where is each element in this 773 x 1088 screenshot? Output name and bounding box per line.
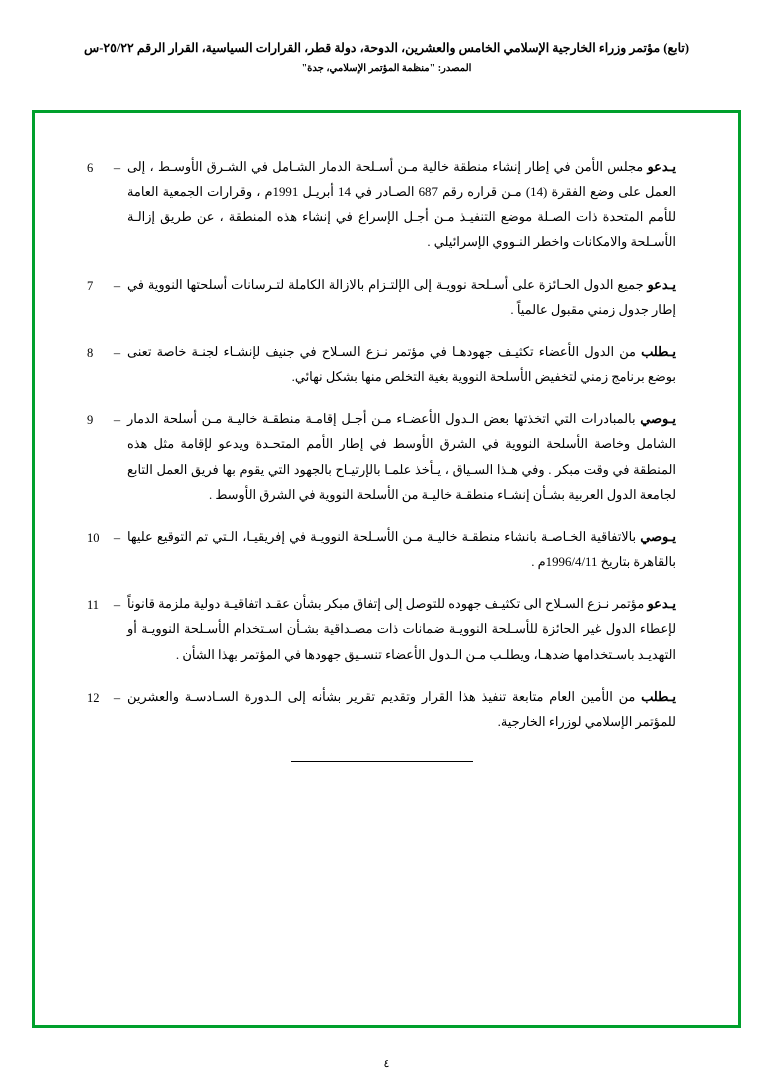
page-footer	[0, 1057, 773, 1070]
header-title: (تابع) مؤتمر وزراء الخارجية الإسلامي الخامس والعشرين، الدوحة، دولة قطر، القرارات السياسية، القرار الرقم ٢٥/٢٢-س	[83, 41, 690, 55]
clause-text	[127, 155, 676, 256]
list-item	[87, 525, 676, 575]
clause-dash: –	[113, 690, 121, 705]
clause-number: 11	[87, 598, 100, 613]
clause-dash: –	[113, 278, 121, 293]
page-header	[0, 0, 773, 75]
list-item	[87, 592, 676, 667]
list-item	[87, 407, 676, 508]
clause-body: بالمبادرات التي اتخذتها بعض الـدول الأعضـاء مـن أجـل إقامـة منطقـة خاليـة مـن أسلحة الدمار الشامل وخاصة الأسلحة النووية في الشرق الأوسط في إطار الأمم المتحـدة ويدعو لإقامة مثل هذه المنطقة في وقت مبكر . وفي هـذا السـياق ، يـأخذ علمـا بالإرتيـاح بالجهود التي يقوم بها فريق العمل التابع لجامعة الدول العربية بشـأن إنشـاء منطقـة خاليـة من الأسلحة النووية في الشرق الأوسط .	[127, 412, 676, 502]
section-divider	[87, 761, 676, 762]
clause-dash: –	[113, 345, 121, 360]
clause-body: بالاتفاقية الخـاصـة بانشاء منطقـة خاليـة مـن الأسـلحة النوويـة في إفريقيـا، الـتي تم التوقيع عليها بالقاهرة بتاريخ 1996/4/11م .	[127, 529, 676, 570]
clause-text	[127, 273, 676, 323]
clause-text	[127, 407, 676, 508]
clause-text	[127, 685, 676, 735]
clause-text	[127, 592, 676, 667]
clause-text	[127, 340, 676, 390]
clause-body: جميع الدول الحـائزة على أسـلحة نوويـة إلى الإلتـزام بالازالة الكاملة لتـرسانات أسلحتها النووية في إطار جدول زمني مقبول عالمياً .	[127, 277, 676, 317]
clause-text	[127, 525, 676, 575]
clause-number: 6	[87, 161, 94, 175]
list-item	[87, 273, 676, 323]
list-item	[87, 340, 676, 390]
clause-lead: يـوصي	[640, 412, 676, 427]
clause-number: 12	[87, 690, 100, 705]
header-source: المصدر: "منظمة المؤتمر الإسلامي، جدة"	[301, 63, 472, 75]
list-item	[87, 685, 676, 735]
clause-number: 10	[87, 530, 100, 545]
content-frame	[32, 110, 741, 1028]
clause-body: مؤتمر نـزع السـلاح الى تكثيـف جهوده للتوصل إلى إتفاق مبكر بشأن عقـد اتفاقيـة دولية ملزمة قانوناً لإعطاء الدول غير الحائزة للأسـلحة النوويـة ضمانات ذات مصـداقية بشـأن اسـتخدام الأسـلحة النوويـة أو التهديـد باسـتخدامها ضدهـا، ويطلـب مـن الـدول الأعضاء تنسـيق جهودها في المؤتمر بهذا الشأن .	[127, 597, 676, 662]
page-number: ٤	[383, 1058, 390, 1070]
clause-lead: يـدعو	[647, 160, 676, 174]
clause-number: 8	[87, 345, 94, 360]
clause-lead: يـوصي	[640, 529, 676, 544]
clause-number: 9	[87, 413, 94, 428]
clause-list	[35, 113, 738, 782]
clause-dash: –	[113, 161, 121, 175]
clause-lead: يـدعو	[647, 597, 676, 612]
list-item	[87, 155, 676, 256]
clause-dash: –	[113, 598, 121, 613]
clause-number: 7	[87, 278, 94, 293]
clause-dash: –	[113, 530, 121, 545]
clause-lead: يـدعو	[647, 277, 676, 292]
clause-body: من الأمين العام متابعة تنفيذ هذا القرار وتقديم تقرير بشأنه إلى الـدورة السـادسـة والعشرين للمؤتمر الإسلامي لوزراء الخارجية.	[127, 689, 676, 729]
clause-body: مجلس الأمن في إطار إنشاء منطقة خالية مـن أسـلحة الدمار الشـامل في الشـرق الأوسـط ، إلى العمل على وضع الفقرة (14) مـن قراره رقم 687 الصـادر في 14 أبريـل 1991م ، وقرارات الجمعية العامة للأمم المتحدة ذات الصـلة موضع التنفيـذ مـن أجـل الإسراع في إنشاء هذه المنطقة ، عن طريق إزالـة الأسـلحة والامكانات واخطر النـووي الإسرائيلي .	[127, 160, 676, 250]
clause-lead: يـطلب	[641, 689, 676, 704]
clause-lead: يـطلب	[641, 344, 676, 359]
horizontal-rule	[291, 761, 473, 762]
clause-dash: –	[113, 413, 121, 428]
clause-body: من الدول الأعضاء تكثيـف جهودهـا في مؤتمر نـزع السـلاح في جنيف لإنشـاء لجنـة خاصة تعنى بوضع برنامج زمني لتخفيض الأسلحة النووية بغية التخلص منها بشكل نهائي.	[127, 344, 676, 385]
